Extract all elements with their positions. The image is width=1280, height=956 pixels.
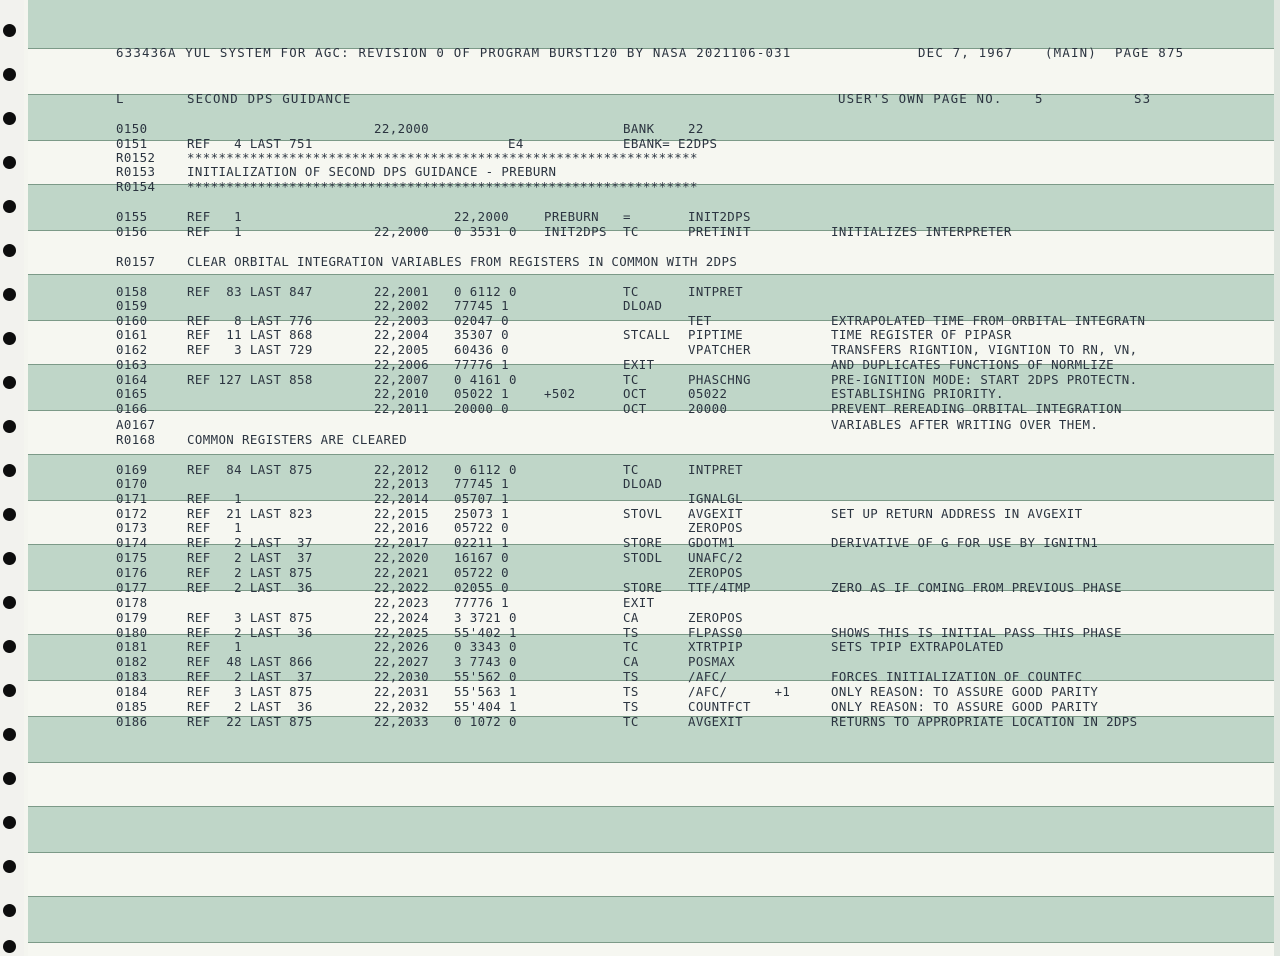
ref-column: REF 11 LAST 868 <box>187 327 313 342</box>
octal-code-column: 22,2000 <box>454 209 510 224</box>
feed-hole-icon <box>3 420 16 433</box>
octal-code-column: 02211 1 <box>454 535 510 550</box>
feed-hole-icon <box>3 552 16 565</box>
opcode-column: STCALL <box>623 327 671 342</box>
line-number: 0158 <box>116 284 148 299</box>
feed-hole-icon <box>3 728 16 741</box>
address-column: 22,2001 <box>374 284 430 299</box>
operand-column: FLPASS0 <box>688 625 744 640</box>
octal-code-column: 77745 1 <box>454 476 510 491</box>
opcode-column: TS <box>623 625 639 640</box>
line-number: 0184 <box>116 684 148 699</box>
opcode-column: EXIT <box>623 357 655 372</box>
line-number: 0179 <box>116 610 148 625</box>
address-column: 22,2007 <box>374 372 430 387</box>
line-number: 0155 <box>116 209 148 224</box>
feed-hole-icon <box>3 332 16 345</box>
octal-code-column: 20000 0 <box>454 401 510 416</box>
octal-code-column: 02055 0 <box>454 580 510 595</box>
operand-column: PHASCHNG <box>688 372 751 387</box>
line-number: R0157 <box>116 254 156 269</box>
opcode-column: TC <box>623 224 639 239</box>
listing-page-number: PAGE 875 <box>1115 45 1185 60</box>
line-number: 0165 <box>116 386 148 401</box>
ref-column: REF 4 LAST 751 <box>187 136 313 151</box>
opcode-column: TS <box>623 684 639 699</box>
address-column: 22,2032 <box>374 699 430 714</box>
ref-column: REF 2 LAST 36 <box>187 625 313 640</box>
comment-column: TIME REGISTER OF PIPASR <box>831 327 1012 342</box>
ref-column: REF 48 LAST 866 <box>187 654 313 669</box>
ref-column: REF 1 <box>187 639 243 654</box>
address-column: 22,2005 <box>374 342 430 357</box>
operand-column: /AFC/ +1 <box>688 684 791 699</box>
opcode-column: CA <box>623 654 639 669</box>
octal-code-column: 05722 0 <box>454 520 510 535</box>
address-column: 22,2017 <box>374 535 430 550</box>
comment-column: PRE-IGNITION MODE: START 2DPS PROTECTN. <box>831 372 1138 387</box>
band-rule <box>28 762 1280 763</box>
address-column: 22,2030 <box>374 669 430 684</box>
feed-hole-icon <box>3 156 16 169</box>
line-number: 0175 <box>116 550 148 565</box>
operand-column: PRETINIT <box>688 224 751 239</box>
ref-column: REF 2 LAST 875 <box>187 565 313 580</box>
octal-code-column: 77776 1 <box>454 595 510 610</box>
ref-column: REF 2 LAST 37 <box>187 669 313 684</box>
feed-hole-icon <box>3 68 16 81</box>
listing-date: DEC 7, 1967 <box>918 45 1014 60</box>
remark-text: CLEAR ORBITAL INTEGRATION VARIABLES FROM REGISTERS IN COMMON WITH 2DPS <box>187 254 738 269</box>
address-column: 22,2016 <box>374 520 430 535</box>
opcode-column: OCT <box>623 386 647 401</box>
label-column: PREBURN <box>544 209 600 224</box>
octal-code-column: 05707 1 <box>454 491 510 506</box>
operand-column: COUNTFCT <box>688 699 751 714</box>
address-column: 22,2012 <box>374 462 430 477</box>
band-rule <box>28 942 1280 943</box>
line-number: 0172 <box>116 506 148 521</box>
octal-code-column: 60436 0 <box>454 342 510 357</box>
ref-column: REF 8 LAST 776 <box>187 313 313 328</box>
address-column: 22,2033 <box>374 714 430 729</box>
address-column: 22,2026 <box>374 639 430 654</box>
paper-band <box>28 762 1280 806</box>
remark-text: ***************************************************************** <box>187 179 698 194</box>
ref-column: REF 3 LAST 875 <box>187 684 313 699</box>
operand-column: IGNALGL <box>688 491 744 506</box>
line-number: 0169 <box>116 462 148 477</box>
line-number: 0185 <box>116 699 148 714</box>
opcode-column: TS <box>623 699 639 714</box>
opcode-column: DLOAD <box>623 476 663 491</box>
octal-code-column: 0 3343 0 <box>454 639 517 654</box>
paper-band <box>28 896 1280 942</box>
opcode-column: DLOAD <box>623 298 663 313</box>
operand-column: INIT2DPS <box>688 209 751 224</box>
remark-text: COMMON REGISTERS ARE CLEARED <box>187 432 408 447</box>
line-number: 0178 <box>116 595 148 610</box>
operand-column: GDOTM1 <box>688 535 736 550</box>
paper-band <box>28 852 1280 896</box>
operand-column: AVGEXIT <box>688 714 744 729</box>
feed-hole-icon <box>3 112 16 125</box>
feed-hole-icon <box>3 904 16 917</box>
ref-column: REF 2 LAST 37 <box>187 535 313 550</box>
operand-column: ZEROPOS <box>688 565 744 580</box>
line-number: 0171 <box>116 491 148 506</box>
address-column: 22,2025 <box>374 625 430 640</box>
label-column: +502 <box>544 386 576 401</box>
operand-column: TTF/4TMP <box>688 580 751 595</box>
address-column: 22,2014 <box>374 491 430 506</box>
address-column: 22,2011 <box>374 401 430 416</box>
address-column: 22,2004 <box>374 327 430 342</box>
remark-text: ***************************************************************** <box>187 150 698 165</box>
comment-column: EXTRAPOLATED TIME FROM ORBITAL INTEGRATN <box>831 313 1146 328</box>
line-number: 0161 <box>116 327 148 342</box>
line-number: 0151 <box>116 136 148 151</box>
line-number: 0163 <box>116 357 148 372</box>
address-column: 22,2027 <box>374 654 430 669</box>
line-number: R0168 <box>116 432 156 447</box>
band-rule <box>28 852 1280 853</box>
octal-code-column: 0 6112 0 <box>454 284 517 299</box>
feed-hole-icon <box>3 244 16 257</box>
ref-column: REF 3 LAST 729 <box>187 342 313 357</box>
comment-column: SET UP RETURN ADDRESS IN AVGEXIT <box>831 506 1083 521</box>
ref-column: REF 1 <box>187 224 243 239</box>
opcode-column: EXIT <box>623 595 655 610</box>
comment-column: FORCES INITIALIZATION OF COUNTFC <box>831 669 1083 684</box>
feed-hole-icon <box>3 288 16 301</box>
line-number: R0154 <box>116 179 156 194</box>
opcode-column: STORE <box>623 580 663 595</box>
ref-column: REF 3 LAST 875 <box>187 610 313 625</box>
ref-column: REF 2 LAST 36 <box>187 699 313 714</box>
line-number: R0153 <box>116 164 156 179</box>
feed-hole-icon <box>3 940 16 953</box>
line-number: 0166 <box>116 401 148 416</box>
band-rule <box>28 454 1280 455</box>
band-rule <box>28 806 1280 807</box>
users-page-s3: S3 <box>1134 91 1152 106</box>
operand-column: VPATCHER <box>688 342 751 357</box>
opcode-column: OCT <box>623 401 647 416</box>
band-rule <box>28 274 1280 275</box>
address-column: 22,2024 <box>374 610 430 625</box>
address-column: 22,2000 <box>374 224 430 239</box>
comment-column: ONLY REASON: TO ASSURE GOOD PARITY <box>831 699 1099 714</box>
users-page-label: USER'S OWN PAGE NO. <box>838 91 1003 106</box>
comment-column: ESTABLISHING PRIORITY. <box>831 386 1004 401</box>
address-column: 22,2031 <box>374 684 430 699</box>
opcode-column: STOVL <box>623 506 663 521</box>
feed-hole-icon <box>3 860 16 873</box>
address-column: 22,2002 <box>374 298 430 313</box>
octal-code-column: 25073 1 <box>454 506 510 521</box>
octal-code-column: 0 4161 0 <box>454 372 517 387</box>
address-column: 22,2022 <box>374 580 430 595</box>
line-number: 0180 <box>116 625 148 640</box>
line-number: 0159 <box>116 298 148 313</box>
comment-column: ZERO AS IF COMING FROM PREVIOUS PHASE <box>831 580 1122 595</box>
operand-column: UNAFC/2 <box>688 550 744 565</box>
band-rule <box>28 896 1280 897</box>
comment-column: ONLY REASON: TO ASSURE GOOD PARITY <box>831 684 1099 699</box>
line-number: 0186 <box>116 714 148 729</box>
feed-hole-icon <box>3 508 16 521</box>
octal-code-column: 35307 0 <box>454 327 510 342</box>
octal-code-column: 3 3721 0 <box>454 610 517 625</box>
ref-column: REF 2 LAST 36 <box>187 580 313 595</box>
line-number: 0177 <box>116 580 148 595</box>
operand-column: TET <box>688 313 712 328</box>
address-column: 22,2010 <box>374 386 430 401</box>
line-number: 0164 <box>116 372 148 387</box>
ref-column: REF 127 LAST 858 <box>187 372 313 387</box>
octal-code-column: 77776 1 <box>454 357 510 372</box>
octal-code-column: 55'402 1 <box>454 625 517 640</box>
operand-column: AVGEXIT <box>688 506 744 521</box>
operand-column: /AFC/ <box>688 669 728 684</box>
opcode-column: CA <box>623 610 639 625</box>
octal-code-column: 55'563 1 <box>454 684 517 699</box>
feed-hole-icon <box>3 596 16 609</box>
line-number: 0181 <box>116 639 148 654</box>
operand-column: INTPRET <box>688 462 744 477</box>
line-number: 0183 <box>116 669 148 684</box>
ref-column: REF 21 LAST 823 <box>187 506 313 521</box>
line-number: 0174 <box>116 535 148 550</box>
operand-column: 22 <box>688 121 704 136</box>
address-column: 22,2000 <box>374 121 430 136</box>
comment-column: TRANSFERS RIGNTION, VIGNTION TO RN, VN, <box>831 342 1138 357</box>
comment-column: SHOWS THIS IS INITIAL PASS THIS PHASE <box>831 625 1122 640</box>
ref-column: REF 2 LAST 37 <box>187 550 313 565</box>
operand-column: ZEROPOS <box>688 610 744 625</box>
line-number: 0150 <box>116 121 148 136</box>
ref-column: REF 1 <box>187 520 243 535</box>
address-column: 22,2023 <box>374 595 430 610</box>
operand-column: INTPRET <box>688 284 744 299</box>
ref-column: REF 84 LAST 875 <box>187 462 313 477</box>
line-number: 0170 <box>116 476 148 491</box>
opcode-column: TC <box>623 639 639 654</box>
octal-code-column: 02047 0 <box>454 313 510 328</box>
address-column: 22,2021 <box>374 565 430 580</box>
opcode-column: = <box>623 209 631 224</box>
feed-hole-icon <box>3 640 16 653</box>
column-l: L <box>116 91 125 106</box>
ref-column: REF 1 <box>187 209 243 224</box>
users-page-number: 5 <box>1035 91 1044 106</box>
label-column: INIT2DPS <box>544 224 607 239</box>
operand-column: XTRTPIP <box>688 639 744 654</box>
operand-column: 05022 <box>688 386 728 401</box>
paper-edge <box>1274 0 1280 956</box>
opcode-column: TC <box>623 714 639 729</box>
feed-hole-icon <box>3 816 16 829</box>
ref-column: REF 22 LAST 875 <box>187 714 313 729</box>
line-number: 0162 <box>116 342 148 357</box>
feed-hole-icon <box>3 24 16 37</box>
feed-hole-icon <box>3 376 16 389</box>
section-title: SECOND DPS GUIDANCE <box>187 91 352 106</box>
comment-column: DERIVATIVE OF G FOR USE BY IGNITN1 <box>831 535 1099 550</box>
line-number: 0182 <box>116 654 148 669</box>
opcode-column: STODL <box>623 550 663 565</box>
operand-column: POSMAX <box>688 654 736 669</box>
feed-hole-icon <box>3 684 16 697</box>
octal-code-column: 55'404 1 <box>454 699 517 714</box>
ref-column: REF 83 LAST 847 <box>187 284 313 299</box>
feed-hole-icon <box>3 772 16 785</box>
paper-band <box>28 0 1280 48</box>
comment-column: PREVENT REREADING ORBITAL INTEGRATION <box>831 401 1122 416</box>
address-column: 22,2013 <box>374 476 430 491</box>
address-column: 22,2015 <box>374 506 430 521</box>
feed-hole-icon <box>3 464 16 477</box>
ebank-value: E4 <box>508 136 524 151</box>
comment-column: AND DUPLICATES FUNCTIONS OF NORMLIZE <box>831 357 1114 372</box>
ebank-assignment: EBANK= E2DPS <box>623 136 718 151</box>
octal-code-column: 0 1072 0 <box>454 714 517 729</box>
listing-header-title: 633436A YUL SYSTEM FOR AGC: REVISION 0 OF PROGRAM BURST120 BY NASA 2021106-031 <box>116 45 792 60</box>
octal-code-column: 0 6112 0 <box>454 462 517 477</box>
feed-hole-icon <box>3 200 16 213</box>
address-column: 22,2003 <box>374 313 430 328</box>
paper-band <box>28 806 1280 852</box>
opcode-column: BANK <box>623 121 655 136</box>
opcode-column: TS <box>623 669 639 684</box>
paper-band <box>28 942 1280 956</box>
line-number: 0176 <box>116 565 148 580</box>
opcode-column: TC <box>623 372 639 387</box>
octal-code-column: 05022 1 <box>454 386 510 401</box>
comment-column: VARIABLES AFTER WRITING OVER THEM. <box>831 417 1099 432</box>
octal-code-column: 0 3531 0 <box>454 224 517 239</box>
listing-main: (MAIN) <box>1045 45 1097 60</box>
comment-column: INITIALIZES INTERPRETER <box>831 224 1012 239</box>
tractor-feed-strip <box>0 0 24 956</box>
comment-column: RETURNS TO APPROPRIATE LOCATION IN 2DPS <box>831 714 1138 729</box>
address-column: 22,2006 <box>374 357 430 372</box>
operand-column: 20000 <box>688 401 728 416</box>
line-number: 0156 <box>116 224 148 239</box>
octal-code-column: 55'562 0 <box>454 669 517 684</box>
octal-code-column: 77745 1 <box>454 298 510 313</box>
line-number: 0160 <box>116 313 148 328</box>
octal-code-column: 05722 0 <box>454 565 510 580</box>
operand-column: PIPTIME <box>688 327 744 342</box>
ref-column: REF 1 <box>187 491 243 506</box>
comment-column: SETS TPIP EXTRAPOLATED <box>831 639 1004 654</box>
octal-code-column: 3 7743 0 <box>454 654 517 669</box>
line-number: 0173 <box>116 520 148 535</box>
operand-column: ZEROPOS <box>688 520 744 535</box>
opcode-column: TC <box>623 462 639 477</box>
line-number: A0167 <box>116 417 156 432</box>
opcode-column: STORE <box>623 535 663 550</box>
opcode-column: TC <box>623 284 639 299</box>
remark-text: INITIALIZATION OF SECOND DPS GUIDANCE - PREBURN <box>187 164 557 179</box>
line-number: R0152 <box>116 150 156 165</box>
octal-code-column: 16167 0 <box>454 550 510 565</box>
address-column: 22,2020 <box>374 550 430 565</box>
